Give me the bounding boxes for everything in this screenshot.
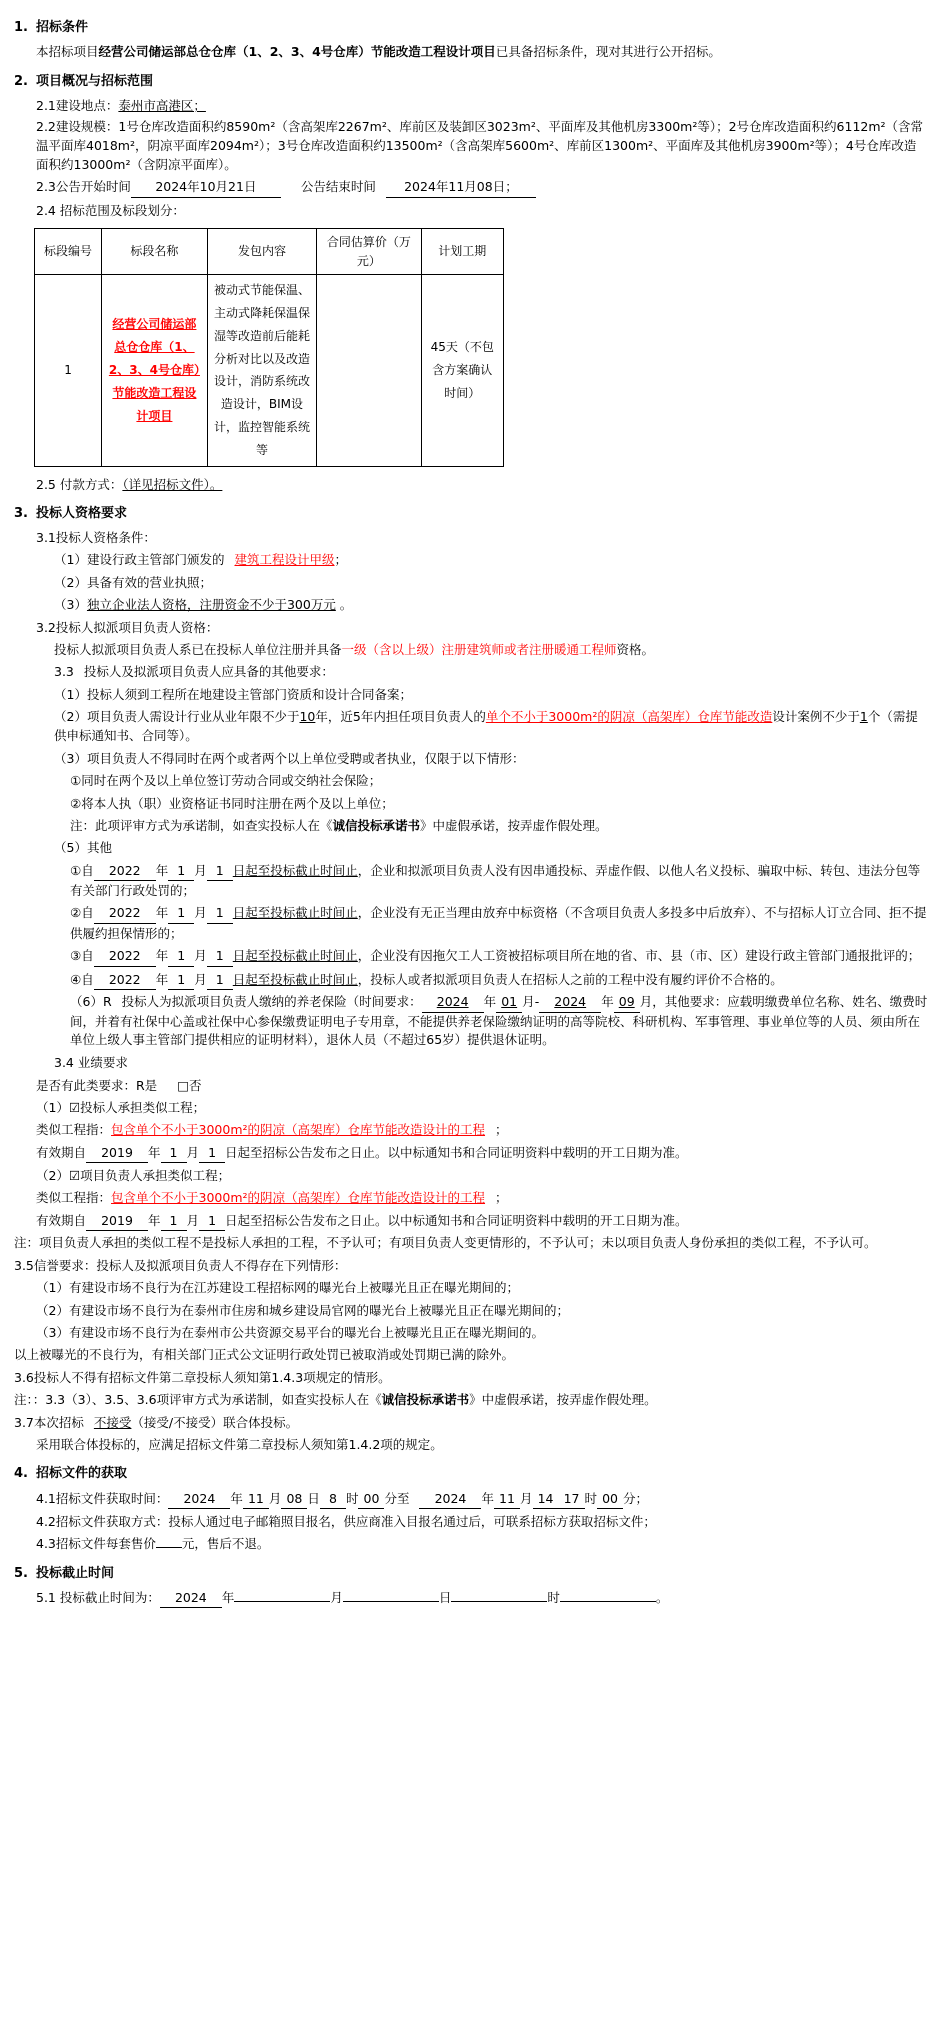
s1-text-a: 本招标项目	[36, 44, 99, 60]
month-unit-2: 月	[194, 905, 207, 921]
item-text-2: ，企业没有无正当理由放弃中标资格（不含项目负责人多投多中后放弃）、不与招标人订立合同、拒不提供履约担保情形的；	[70, 905, 927, 941]
table-row	[35, 275, 504, 466]
section-number-2: 2.	[14, 73, 28, 89]
item-3-3-5-3	[14, 946, 928, 966]
item-3-3-2-d: 设计案例不少于	[772, 709, 860, 725]
item-3-5-2: （2）有建设市场不良行为在泰州市住房和城乡建设局官网的曝光台上被曝光且正在曝光期间的；	[36, 1302, 569, 1318]
item-4-1	[14, 1489, 928, 1509]
item-3-3-5-1	[14, 861, 928, 901]
item-3-1-1-a: （1）建设行政主管部门颁发的	[54, 552, 225, 568]
similar-kind-end-1: ；	[495, 1122, 508, 1138]
bid-deadline-month	[234, 1601, 330, 1602]
item-3-1-3-c: 。	[335, 597, 353, 613]
item-3-3-6-c: 月，其他要求：应载明缴费单位名称、姓名、缴费时间，并着有社保中心盖或社保中心参保缴费证明电子专用章，不能提供养老保险缴纳证明的高等院校、科研机构、军事管理、事业单位等的人员、须由所在单位上级人事主管部门提供相应的证明材料），退休人员（不超过65岁）提供退休证明。	[70, 993, 928, 1048]
date-month-4: 1	[168, 970, 194, 990]
item-3-5-label: 3.5信誉要求：投标人及拟派项目负责人不得存在下列情形：	[14, 1257, 347, 1273]
item-3-3-6-b: 投标人为拟派项目负责人缴纳的养老保险（时间要求：	[121, 993, 422, 1009]
valid-month-unit-1: 月	[186, 1144, 200, 1160]
doc-get-start-year: 2024	[168, 1489, 230, 1509]
col-header-name: 标段名称	[102, 229, 208, 275]
item-3-6-note	[14, 1390, 928, 1409]
item-3-3-5-2	[14, 903, 928, 943]
item-5-1	[14, 1588, 928, 1608]
year-unit-4: 年	[155, 971, 169, 987]
valid-from-label-2: 有效期自	[36, 1212, 87, 1228]
item-4-2-label: 4.2招标文件获取方式：	[36, 1513, 169, 1529]
item-text-3: ，企业没有因拖欠工人工资被招标项目所在地的省、市、县（市、区）建设行政主管部门通报批评的；	[357, 948, 921, 964]
year-unit-1: 年	[155, 862, 169, 878]
item-text-4: ，投标人或者拟派项目负责人在招标人之前的工程中没有履约评价不合格的。	[357, 971, 783, 987]
valid-year-unit-2: 年	[148, 1212, 161, 1228]
col-header-period: 计划工期	[421, 229, 503, 275]
u16: 。	[655, 1589, 669, 1605]
doc-get-end-day: 14	[533, 1489, 559, 1509]
bid-deadline-minute	[560, 1601, 656, 1602]
date-year-3: 2022	[94, 946, 156, 966]
item-3-1-3-a: （3）	[54, 597, 87, 613]
u2: 月	[268, 1490, 282, 1506]
item-2-3-label: 2.3公告开始时间	[36, 179, 131, 195]
item-3-2-c: 资格。	[616, 641, 655, 657]
bid-section-table	[34, 228, 504, 467]
doc-price-blank	[156, 1547, 182, 1548]
u12: 年	[221, 1589, 235, 1605]
section-title-2: 项目概况与招标范围	[36, 73, 154, 89]
deadline-text-2: 日起至投标截止时间止	[232, 905, 358, 921]
insurance-end-year: 2024	[539, 993, 601, 1013]
section-heading-5	[14, 1564, 928, 1584]
doc-get-start-hour: 8	[320, 1489, 346, 1509]
item-3-3-3: （3）项目负责人不得同时在两个或者两个以上单位受聘或者执业，仅限于以下情形：	[54, 750, 525, 766]
section-number-5: 5.	[14, 1565, 28, 1581]
item-2-5-value: （详见招标文件）。	[122, 476, 223, 492]
item-3-7	[14, 1413, 928, 1432]
item-4-1-label: 4.1招标文件获取时间：	[36, 1490, 169, 1506]
section-heading-2	[14, 72, 928, 92]
item-3-3-num: 3.3	[54, 664, 74, 680]
date-day-1: 1	[207, 861, 233, 881]
case-count: 1	[859, 709, 868, 725]
date-year-4: 2022	[94, 970, 156, 990]
month-unit-1: 月	[194, 862, 207, 878]
s1-project-name: 经营公司储运部总仓仓库（1、2、3、4号仓库）节能改造工程设计项目	[98, 44, 496, 60]
item-4-3	[14, 1534, 928, 1553]
item-3-3-3-2: ②将本人执（职）业资格证书同时注册在两个及以上单位；	[70, 795, 394, 811]
item-2-3-mid-label: 公告结束时间	[300, 179, 376, 195]
valid-from-label-1: 有效期自	[36, 1144, 87, 1160]
doc-get-start-minute: 00	[358, 1489, 384, 1509]
bid-deadline-day	[343, 1601, 439, 1602]
section-heading-1	[14, 18, 928, 38]
valid-year-2: 2019	[86, 1211, 148, 1231]
similar-kind-label-1: 类似工程指：	[36, 1122, 112, 1138]
u9: 时	[584, 1490, 598, 1506]
item-3-3-6	[14, 993, 928, 1050]
item-4-2	[14, 1512, 928, 1531]
item-3-3-3-note	[14, 816, 928, 835]
item-2-4-label: 2.4 招标范围及标段划分：	[36, 202, 185, 218]
cell-period: 45天（不包含方案确认时间）	[421, 275, 503, 466]
bullet-4: ④	[70, 971, 82, 987]
item-3-1-label: 3.1投标人资格条件：	[36, 530, 156, 546]
item-3-4-1-valid	[14, 1143, 928, 1163]
item-2-2	[14, 118, 928, 174]
item-2-3	[14, 177, 928, 197]
u4: 时	[345, 1490, 359, 1506]
cell-content: 被动式节能保温、主动式降耗保温保湿等改造前后能耗分析对比以及改造设计，消防系统改造设计，BIM设计，监控智能系统等	[207, 275, 316, 466]
ins-year-unit-1: 年	[483, 993, 497, 1009]
item-3-4-question	[14, 1076, 928, 1095]
section-heading-4	[14, 1464, 928, 1484]
item-3-4-2: （2）☑项目负责人承担类似工程；	[36, 1168, 231, 1184]
u5: 分	[384, 1490, 397, 1506]
item-3-1-3	[14, 595, 928, 614]
valid-year-unit-1: 年	[148, 1144, 161, 1160]
valid-year-1: 2019	[86, 1143, 148, 1163]
col-header-no: 标段编号	[35, 229, 102, 275]
item-3-2-a: 投标人拟派项目负责人系已在投标人单位注册并具备	[54, 641, 342, 657]
u1: 年	[230, 1490, 243, 1506]
section-number-4: 4.	[14, 1466, 28, 1482]
item-3-3-text: 投标人及拟派项目负责人应具备的其他要求：	[83, 664, 334, 680]
u7: 年	[481, 1490, 494, 1506]
item-4-3-a: 4.3招标文件每套售价	[36, 1536, 156, 1552]
insurance-start-year: 2024	[422, 993, 484, 1013]
item-3-3-label	[14, 662, 928, 681]
u8: 月	[520, 1490, 533, 1506]
note36-doc-name: 诚信投标承诺书	[381, 1392, 470, 1408]
u10: 分	[623, 1490, 636, 1506]
item-text-1: ，企业和拟派项目负责人没有因串通投标、弄虚作假、以他人名义投标、骗取中标、转包、违法分包等有关部门行政处罚的；	[70, 862, 921, 899]
joint-bid-acceptance: 不接受	[93, 1414, 132, 1430]
note-a: 注：此项评审方式为承诺制，如查实投标人在《	[70, 817, 333, 833]
announcement-end-date: 2024年11月08日；	[386, 177, 536, 197]
item-2-1	[14, 96, 928, 115]
u14: 日	[438, 1589, 452, 1605]
case-requirement: 单个不小于3000m²的阴凉（高架库）仓库节能改造	[485, 709, 773, 725]
doc-get-end-hour: 17	[559, 1489, 585, 1509]
item-3-5-3: （3）有建设市场不良行为在泰州市公共资源交易平台的曝光台上被曝光且正在曝光期间的。	[36, 1325, 544, 1341]
item-3-1-1	[14, 550, 928, 569]
s1-text-c: 已具备招标条件，现对其进行公开招标。	[495, 44, 721, 60]
item-3-2-text	[14, 640, 928, 659]
doc-get-end-year: 2024	[419, 1489, 481, 1509]
item-3-2-label: 3.2投标人拟派项目负责人资格：	[36, 619, 219, 635]
item-3-4-label: 3.4 业绩要求	[54, 1055, 128, 1071]
u13: 月	[330, 1589, 343, 1605]
month-unit-4: 月	[194, 971, 207, 987]
col-header-price: 合同估算价（万元）	[317, 229, 421, 275]
cell-section-name: 经营公司储运部总仓仓库（1、2、3、4号仓库）节能改造工程设计项目	[102, 275, 208, 466]
date-year-1: 2022	[94, 861, 156, 881]
date-day-2: 1	[207, 903, 233, 923]
doc-get-end-month: 11	[494, 1489, 520, 1509]
item-3-4-1: （1）☑投标人承担类似工程；	[36, 1099, 206, 1115]
from-label-3: 自	[81, 948, 94, 964]
item-3-3-3-1: ①同时在两个及以上单位签订劳动合同或交纳社会保险；	[70, 773, 382, 789]
ins-year-unit-2: 年	[601, 993, 614, 1009]
qualification-grade: 建筑工程设计甲级	[234, 552, 335, 568]
year-unit-2: 年	[155, 905, 169, 921]
from-label-4: 自	[81, 971, 94, 987]
note36-a: 注：：3.3（3）、3.5、3.6项评审方式为承诺制，如查实投标人在《	[14, 1392, 382, 1408]
section-title-1: 招标条件	[36, 20, 89, 35]
item-3-7-a: 3.7本次招标	[14, 1414, 84, 1430]
valid-day-2: 1	[199, 1211, 225, 1231]
commitment-doc-name: 诚信投标承诺书	[332, 817, 421, 833]
item-4-2-text: 投标人通过电子邮箱照目报名，供应商准入目报名通过后，可联系招标方获取招标文件；	[168, 1513, 656, 1529]
section-title-5: 投标截止时间	[36, 1565, 115, 1581]
section-title-4: 招标文件的获取	[36, 1466, 128, 1482]
similar-kind-label-2: 类似工程指：	[36, 1190, 112, 1206]
deadline-text-1: 日起至投标截止时间止	[232, 862, 358, 878]
insurance-end-month: 09	[614, 993, 640, 1013]
doc-get-start-month: 11	[243, 1489, 269, 1509]
cell-price	[317, 275, 421, 466]
item-3-4-2-valid	[14, 1211, 928, 1231]
item-3-1-1-c: ；	[334, 552, 347, 568]
item-2-2-label: 2.2建设规模：	[36, 119, 119, 135]
item-2-1-value: 泰州市高港区；	[118, 97, 206, 113]
u15: 时	[547, 1589, 560, 1605]
bullet-1: ①	[70, 862, 82, 878]
ins-month-unit-1: 月	[522, 993, 535, 1009]
item-3-4-2-kind	[14, 1188, 928, 1207]
insurance-start-month: 01	[496, 993, 522, 1013]
bid-deadline-hour	[451, 1601, 547, 1602]
item-3-5-4: 以上被曝光的不良行为，有相关部门正式公文证明行政处罚已被取消或处罚期已满的除外。	[14, 1347, 515, 1363]
valid-month-1: 1	[161, 1143, 187, 1163]
col-header-content: 发包内容	[207, 229, 316, 275]
date-day-3: 1	[207, 946, 233, 966]
item-3-5-1: （1）有建设市场不良行为在江苏建设工程招标网的曝光台上被曝光且正在曝光期间的；	[36, 1280, 519, 1296]
performance-required-no[interactable]: □否	[177, 1077, 202, 1093]
similar-kind-value-1: 包含单个不小于3000m²的阴凉（高架库）仓库节能改造设计的工程	[111, 1122, 486, 1138]
item-3-7-extra: 采用联合体投标的，应满足招标文件第二章投标人须知第1.4.2项的规定。	[36, 1436, 443, 1452]
section-1-paragraph	[14, 42, 928, 61]
u3: 日	[307, 1490, 320, 1506]
item-2-2-text: 1号仓库改造面积约8590m²（含高架库2267m²、库前区及装卸区3023m²、平面库及其他机房3300m²等）；2号仓库改造面积约6112m²（含常温平面库4018m²，阴凉平面库2094m²）；3号仓库改造面积约13500m²（含高架库5600m²、库前区1300m²、平面库及其他机房3900m²等）；4号仓库改造面积约13000m²（含阴凉平面库）。	[36, 119, 924, 172]
item-3-3-1: （1）投标人须到工程所在地建设主管部门资质和设计合同备案；	[54, 686, 412, 702]
date-day-4: 1	[207, 970, 233, 990]
announcement-start-date: 2024年10月21日	[131, 177, 281, 197]
from-label-1: 自	[81, 862, 94, 878]
date-month-1: 1	[168, 861, 194, 881]
month-unit-3: 月	[194, 948, 207, 964]
u6: 至	[396, 1490, 410, 1506]
performance-required-yes[interactable]: 是否有此类要求：R是	[36, 1077, 158, 1093]
valid-text-1: 日起至招标公告发布之日止。以中标通知书和合同证明资料中载明的开工日期为准。	[225, 1144, 688, 1160]
item-3-4-note: 注：项目负责人承担的类似工程不是投标人承担的工程，不予认可；有项目负责人变更情形的，不予认可；未以项目负责人身份承担的类似工程，不予认可。	[14, 1235, 877, 1251]
note-c: 》中虚假承诺，按弄虚作假处理。	[420, 817, 608, 833]
doc-get-start-day: 08	[281, 1489, 307, 1509]
bullet-3: ③	[70, 948, 82, 964]
item-2-5	[14, 475, 928, 494]
item-3-3-2	[14, 707, 928, 746]
item-3-3-5: （5）其他	[54, 840, 112, 856]
bullet-2: ②	[70, 905, 82, 921]
item-3-3-5-4	[14, 970, 928, 990]
note36-c: 》中虚假承诺，按弄虚作假处理。	[469, 1392, 657, 1408]
deadline-text-3: 日起至投标截止时间止	[232, 948, 358, 964]
item-3-3-2-e: 个（需提供申标通知书、合同等）。	[54, 709, 918, 744]
section-number-3: 3.	[14, 505, 28, 521]
from-label-2: 自	[81, 905, 94, 921]
valid-month-2: 1	[161, 1211, 187, 1231]
item-3-7-c: （接受/不接受）联合体投标。	[131, 1414, 299, 1430]
item-3-3-6-a: （6）R	[70, 993, 112, 1009]
date-year-2: 2022	[94, 903, 156, 923]
doc-get-end-minute: 00	[597, 1489, 623, 1509]
item-3-3-2-b: 年，近5年内担任项目负责人的	[315, 709, 486, 725]
years-experience: 10	[299, 709, 316, 725]
item-3-4-1-kind	[14, 1120, 928, 1139]
item-3-1-2: （2）具备有效的营业执照；	[54, 574, 212, 590]
valid-text-2: 日起至招标公告发布之日止。以中标通知书和合同证明资料中载明的开工日期为准。	[225, 1212, 688, 1228]
similar-kind-end-2: ；	[495, 1190, 508, 1206]
item-3-1-3-b: 独立企业法人资格，注册资金不少于300万元	[86, 597, 336, 613]
date-month-3: 1	[168, 946, 194, 966]
deadline-text-4: 日起至投标截止时间止	[232, 971, 358, 987]
valid-day-1: 1	[199, 1143, 225, 1163]
similar-kind-value-2: 包含单个不小于3000m²的阴凉（高架库）仓库节能改造设计的工程	[111, 1190, 486, 1206]
section-number-1: 1.	[14, 20, 28, 35]
item-3-6: 3.6投标人不得有招标文件第二章投标人须知第1.4.3项规定的情形。	[14, 1369, 391, 1385]
cell-no: 1	[35, 275, 102, 466]
ins-range-dash: -	[534, 993, 540, 1009]
table-header-row	[35, 229, 504, 275]
item-5-1-label: 5.1 投标截止时间为：	[36, 1589, 160, 1605]
item-4-3-b: 元，售后不退。	[181, 1536, 270, 1552]
section-title-3: 投标人资格要求	[36, 505, 128, 521]
item-2-5-label: 2.5 付款方式：	[36, 476, 123, 492]
year-unit-3: 年	[155, 948, 169, 964]
u11: ；	[635, 1490, 649, 1506]
valid-month-unit-2: 月	[186, 1212, 200, 1228]
date-month-2: 1	[168, 903, 194, 923]
required-certificate: 一级（含以上级）注册建筑师或者注册暖通工程师	[341, 641, 617, 657]
bid-deadline-year: 2024	[160, 1588, 222, 1608]
item-2-1-label: 2.1建设地点：	[36, 97, 119, 113]
item-3-3-2-a: （2）项目负责人需设计行业从业年限不少于	[54, 709, 300, 725]
section-heading-3	[14, 504, 928, 524]
